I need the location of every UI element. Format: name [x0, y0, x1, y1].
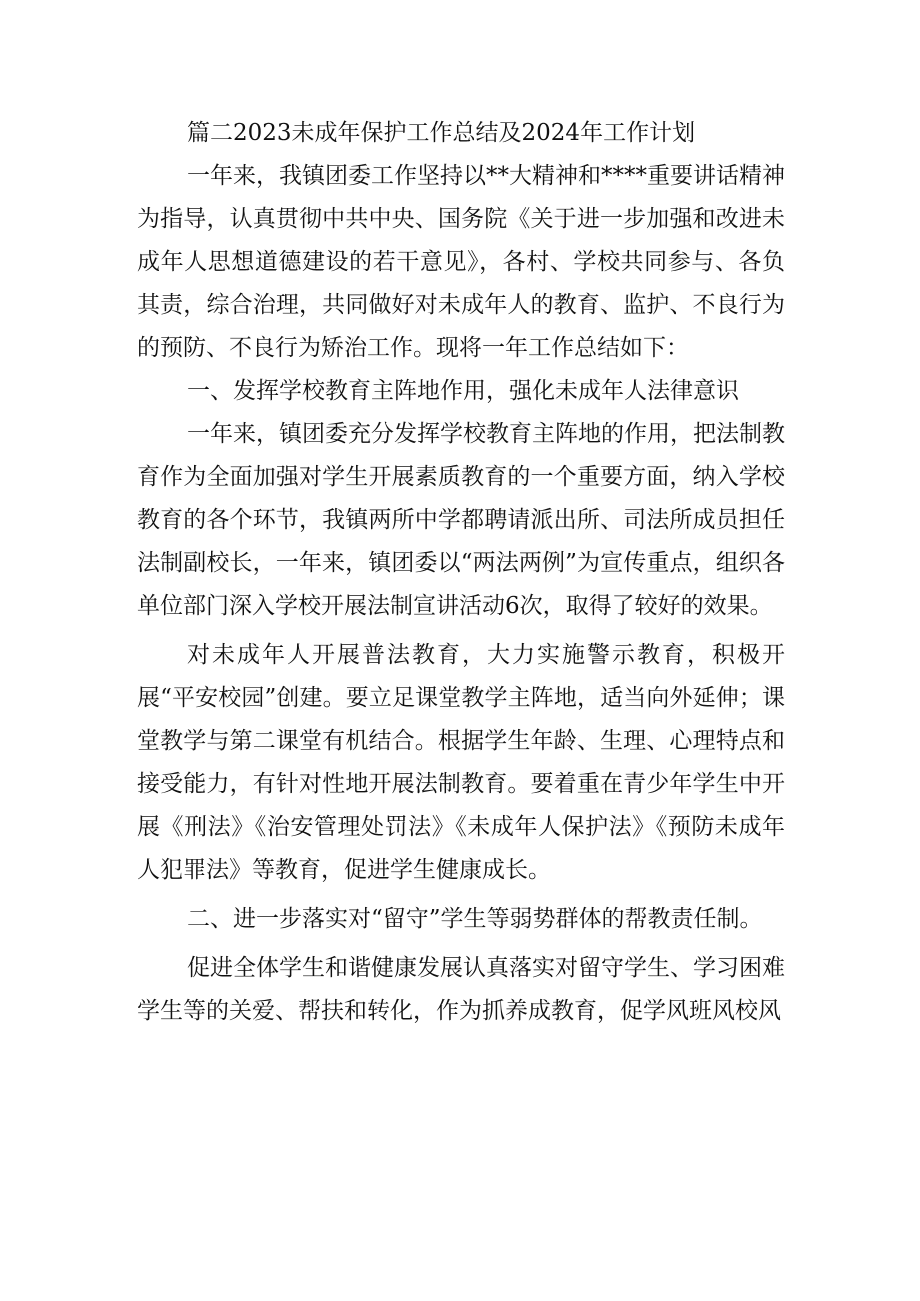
document-title: 篇二2023未成年保护工作总结及2024年工作计划 [187, 120, 696, 146]
section-heading-2: 二、进一步落实对“留守”学生等弱势群体的帮教责任制。 [187, 906, 763, 932]
paragraph-intro: 一年来，我镇团委工作坚持以**大精神和****重要讲话精神为指导，认真贯彻中共中央、国务院《关于进一步加强和改进未成年人思想道德建设的若干意见》，各村、学校共同参与、各负其责，综合治理，共同做好对未成年人的教育、监护、不良行为的预防、不良行为矫治工作。现将一年工作总结如下： [137, 163, 785, 361]
section-heading-1: 一、发挥学校教育主阵地作用，强化未成年人法律意识 [187, 378, 739, 404]
paragraph-section-1-a: 一年来，镇团委充分发挥学校教育主阵地的作用，把法制教育作为全面加强对学生开展素质教育的一个重要方面，纳入学校教育的各个环节，我镇两所中学都聘请派出所、司法所成员担任法制副校长，一年来，镇团委以“两法两例”为宣传重点，组织各单位部门深入学校开展法制宣讲活动6次，取得了较好的效果。 [137, 421, 785, 619]
paragraph-section-1-b: 对未成年人开展普法教育，大力实施警示教育，积极开展“平安校园”创建。要立足课堂教学主阵地，适当向外延伸；课堂教学与第二课堂有机结合。根据学生年龄、生理、心理特点和接受能力，有针对性地开展法制教育。要着重在青少年学生中开展《刑法》《治安管理处罚法》《未成年人保护法》《预防未成年人犯罪法》等教育，促进学生健康成长。 [137, 642, 785, 883]
paragraph-section-2-a: 促进全体学生和谐健康发展认真落实对留守学生、学习困难学生等的关爱、帮扶和转化，作为抓养成教育，促学风班风校风 [137, 955, 785, 1024]
document-body [137, 112, 785, 1033]
